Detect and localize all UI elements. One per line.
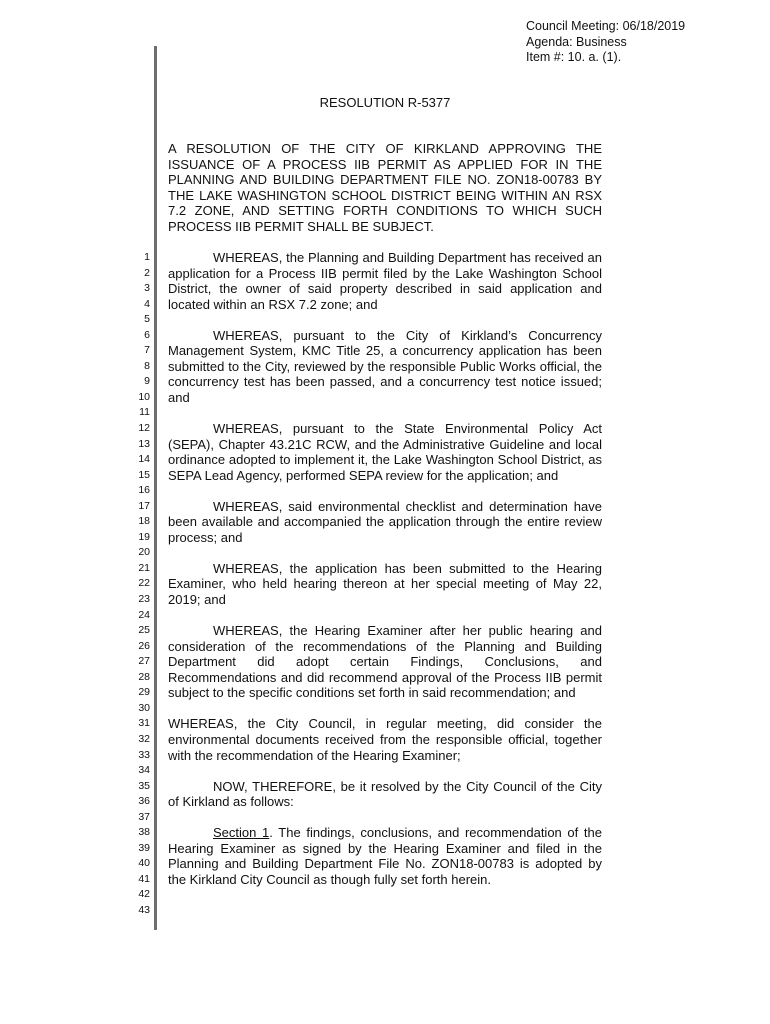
whereas-paragraph-2: WHEREAS, pursuant to the City of Kirkland’s Concurrency Management System, KMC Title 25, a concurrency application has been submitted to the City, reviewed by the responsible Public Works official, the concurrency test has been passed, and a concurrency test notice issued; and bbox=[168, 327, 602, 405]
line-number: 38 bbox=[138, 826, 150, 839]
line-number: 20 bbox=[138, 546, 150, 559]
line-number: 35 bbox=[138, 779, 150, 792]
section-1-text: . The findings, conclusions, and recommendation of the Hearing Examiner as signed by the Hearing Examiner and filed in the Planning and Building Department File No. ZON18-00783 is adopted by the Kirkland City Council as though fully set forth herein. bbox=[168, 825, 602, 887]
whereas-paragraph-6: WHEREAS, the Hearing Examiner after her public hearing and consideration of the recommendations of the Planning and Building Department did adopt certain Findings, Conclusions, and Recommendations and did recommend approval of the Process IIB permit subject to the specific conditions set forth in said recommendation; and bbox=[168, 623, 602, 701]
line-number: 42 bbox=[138, 888, 150, 901]
line-number: 6 bbox=[144, 328, 150, 341]
resolution-title: RESOLUTION R-5377 bbox=[319, 95, 451, 110]
line-numbers bbox=[118, 250, 150, 919]
whereas-paragraph-4: WHEREAS, said environmental checklist and determination have been available and accompanied the application through the entire review process; and bbox=[168, 498, 602, 545]
line-number: 15 bbox=[138, 468, 150, 481]
line-number: 27 bbox=[138, 655, 150, 668]
resolution-body bbox=[168, 250, 602, 887]
line-number: 1 bbox=[144, 251, 150, 263]
line-number: 18 bbox=[138, 515, 150, 528]
line-number: 36 bbox=[138, 795, 150, 808]
line-number: 2 bbox=[144, 266, 150, 279]
agenda-label: Agenda: Business bbox=[526, 34, 627, 49]
line-number: 39 bbox=[138, 841, 150, 854]
section-1-label: Section 1 bbox=[213, 825, 270, 841]
whereas-paragraph-7: WHEREAS, the City Council, in regular meeting, did consider the environmental documents received from the responsible official, together with the recommendation of the Hearing Examiner; bbox=[168, 716, 602, 763]
line-number: 17 bbox=[138, 499, 150, 512]
line-number: 10 bbox=[138, 390, 150, 403]
meeting-info bbox=[526, 19, 685, 66]
margin-rule bbox=[154, 46, 157, 930]
line-number: 12 bbox=[138, 422, 150, 435]
line-number: 14 bbox=[138, 453, 150, 466]
line-number: 29 bbox=[138, 686, 150, 699]
line-number: 41 bbox=[138, 872, 150, 885]
line-number: 28 bbox=[138, 670, 150, 683]
line-number: 3 bbox=[144, 282, 150, 295]
council-meeting-date: Council Meeting: 06/18/2019 bbox=[526, 19, 686, 33]
line-number: 40 bbox=[138, 857, 150, 870]
line-number: 37 bbox=[138, 810, 150, 823]
line-number: 22 bbox=[138, 577, 150, 590]
line-number: 11 bbox=[139, 406, 150, 419]
line-number: 4 bbox=[144, 297, 150, 310]
now-therefore-paragraph: NOW, THEREFORE, be it resolved by the City Council of the City of Kirkland as follows: bbox=[168, 778, 602, 810]
line-number: 30 bbox=[138, 701, 150, 714]
line-number: 21 bbox=[138, 561, 150, 574]
line-number: 5 bbox=[144, 313, 150, 326]
line-number: 9 bbox=[144, 375, 150, 388]
line-number: 16 bbox=[138, 484, 150, 497]
line-number: 13 bbox=[138, 437, 150, 450]
line-number: 32 bbox=[138, 732, 150, 745]
item-number: Item #: 10. a. (1). bbox=[526, 50, 622, 65]
line-number: 24 bbox=[138, 608, 150, 621]
line-number: 33 bbox=[138, 748, 150, 761]
line-number: 31 bbox=[138, 717, 150, 730]
line-number: 26 bbox=[138, 639, 150, 652]
whereas-paragraph-1: WHEREAS, the Planning and Building Department has received an application for a Process IIB permit filed by the Lake Washington School District, the owner of said property described in said application and located within an RSX 7.2 zone; and bbox=[168, 250, 602, 312]
line-number: 8 bbox=[144, 359, 150, 372]
resolution-caption: A RESOLUTION OF THE CITY OF KIRKLAND APPROVING THE ISSUANCE OF A PROCESS IIB PERMIT AS APPLIED FOR IN THE PLANNING AND BUILDING DEPARTMENT FILE NO. ZON18-00783 BY THE LAKE WASHINGTON SCHOOL DISTRICT BEING WITHIN AN RSX 7.2 ZONE, AND SETTING FORTH CONDITIONS TO WHICH SUCH PROCESS IIB PERMIT SHALL BE SUBJECT. bbox=[168, 141, 602, 234]
line-number: 19 bbox=[138, 530, 150, 543]
line-number: 7 bbox=[144, 344, 150, 357]
whereas-paragraph-5: WHEREAS, the application has been submitted to the Hearing Examiner, who held hearing thereon at her special meeting of May 22, 2019; and bbox=[168, 560, 602, 608]
section-1-paragraph bbox=[168, 825, 602, 887]
line-number: 25 bbox=[138, 624, 150, 637]
line-number: 23 bbox=[138, 593, 150, 606]
whereas-paragraph-3: WHEREAS, pursuant to the State Environmental Policy Act (SEPA), Chapter 43.21C RCW, and the Administrative Guideline and local ordinance adopted to implement it, the Lake Washington School District, as SEPA Lead Agency, performed SEPA review for the application; and bbox=[168, 421, 602, 483]
line-number: 34 bbox=[138, 764, 150, 777]
line-number: 43 bbox=[138, 903, 150, 916]
